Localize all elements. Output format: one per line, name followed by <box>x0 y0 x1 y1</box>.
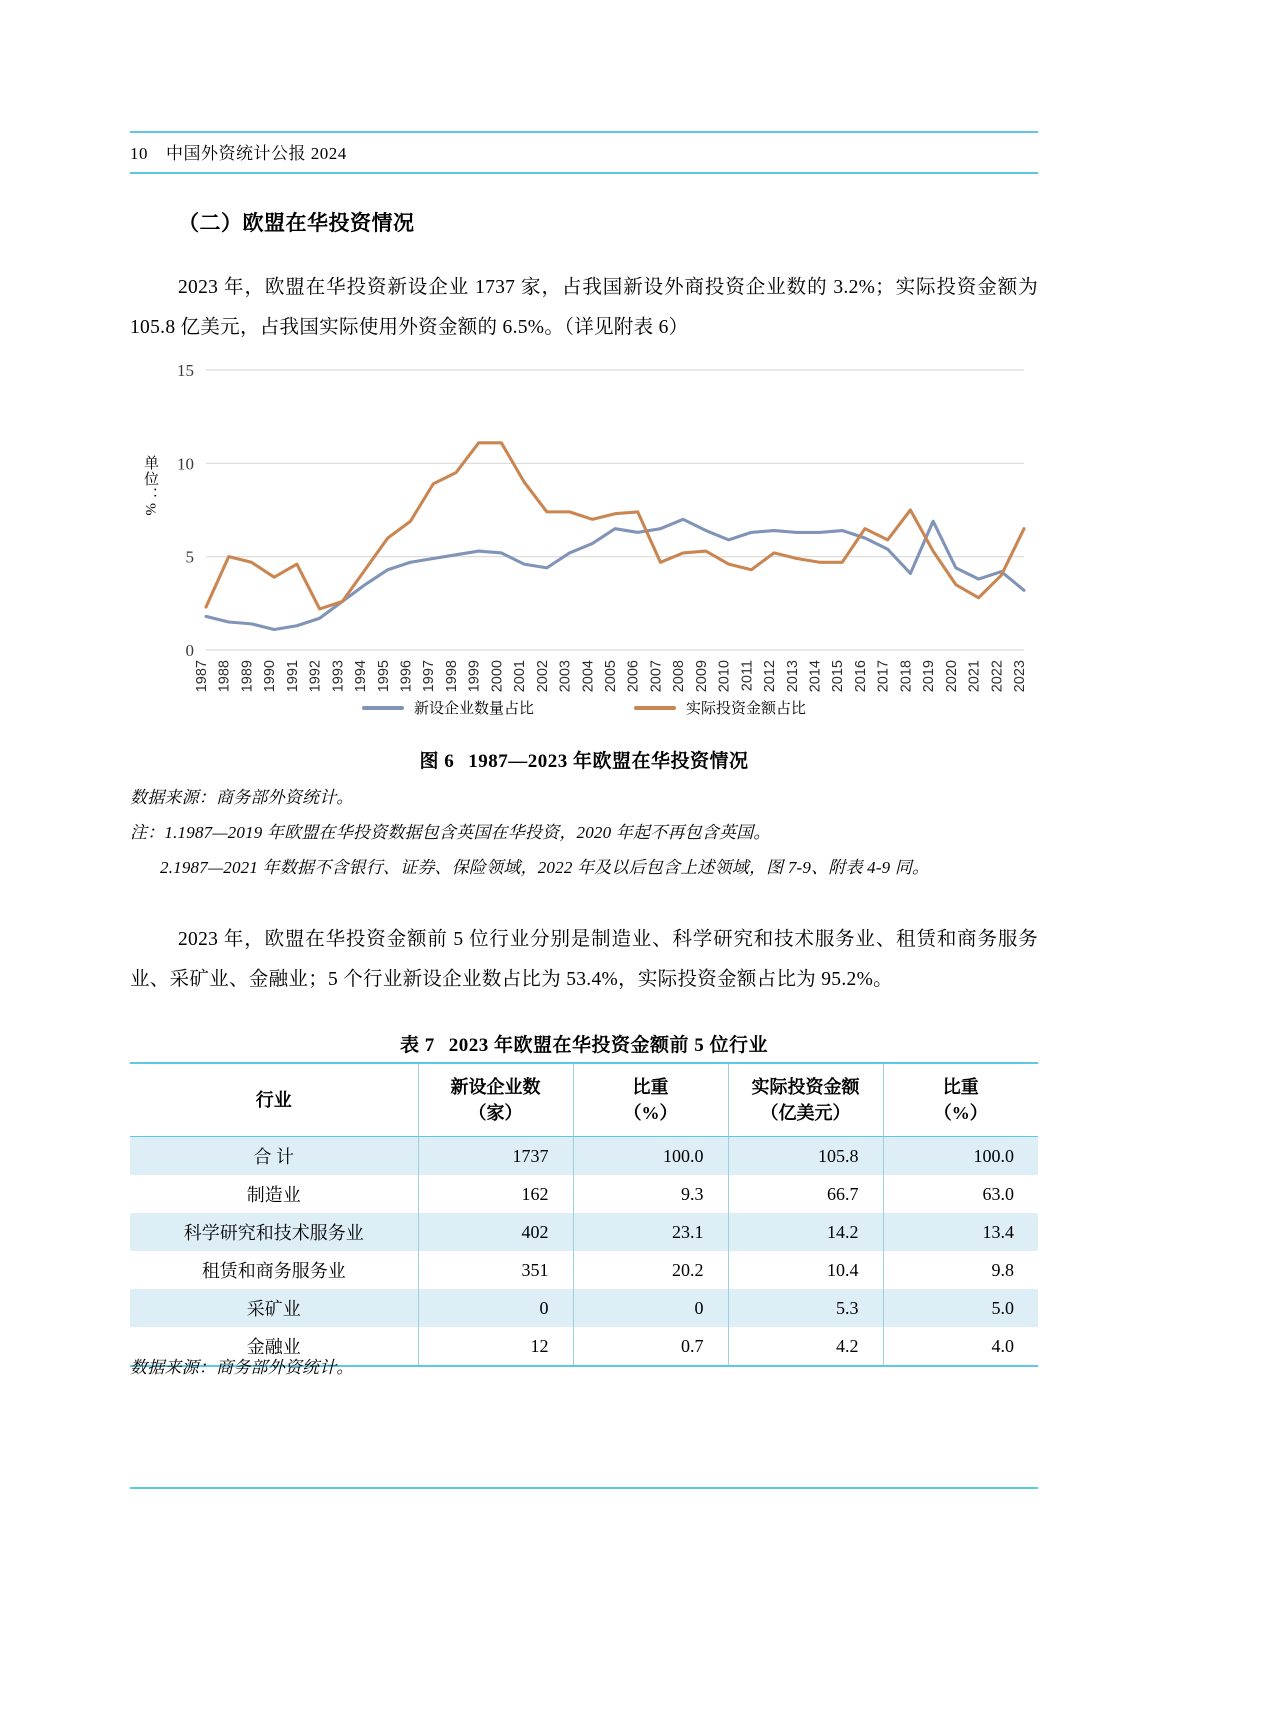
table-body <box>130 1137 1038 1367</box>
chart-xtick-label-1993: 1993 <box>330 660 347 693</box>
cell-enterprises-share: 0 <box>573 1289 728 1327</box>
chart-xtick-label-2007: 2007 <box>648 660 665 693</box>
page-header <box>130 139 347 164</box>
chart-legend <box>130 697 1038 718</box>
chart-xtick-label-2002: 2002 <box>534 660 551 693</box>
cell-enterprises: 351 <box>418 1251 573 1289</box>
document-title: 中国外资统计公报 2024 <box>166 144 347 163</box>
col-header-line1: 实际投资金额 <box>751 1077 860 1097</box>
table-col-header-3 <box>728 1063 883 1137</box>
table-title: 2023 年欧盟在华投资金额前 5 位行业 <box>448 1035 769 1056</box>
cell-amount-share: 63.0 <box>883 1175 1038 1213</box>
chart-xtick-label-2009: 2009 <box>693 660 710 693</box>
footer-rule <box>130 1487 1038 1489</box>
legend-item-actual-investment <box>634 697 806 718</box>
table-col-header-1 <box>418 1063 573 1137</box>
chart-xtick-label-2005: 2005 <box>603 660 619 693</box>
col-header-line1: 比重 <box>942 1077 979 1097</box>
cell-enterprises-share: 0.7 <box>573 1327 728 1366</box>
table-col-header-0 <box>130 1063 418 1137</box>
header-rule-top <box>130 131 1038 133</box>
table-source-note: 数据来源：商务部外资统计。 <box>130 1358 354 1377</box>
col-header-line1: 新设企业数 <box>450 1077 541 1097</box>
chart-xtick-label-1994: 1994 <box>353 660 370 693</box>
paragraph-eu-investment-summary: 2023 年，欧盟在华投资新设企业 1737 家，占我国新设外商投资企业数的 3.2%；实际投资金额为 105.8 亿美元，占我国实际使用外资金额的 6.5%。（详见附表 6） <box>130 277 1038 338</box>
cell-enterprises: 162 <box>418 1175 573 1213</box>
chart-xtick-label-2001: 2001 <box>512 660 529 693</box>
cell-enterprises-share: 9.3 <box>573 1175 728 1213</box>
figure-source-note: 数据来源：商务部外资统计。 <box>130 788 354 807</box>
chart-xtick-label-2000: 2000 <box>489 660 506 693</box>
page-number: 10 <box>130 144 148 163</box>
cell-enterprises-share: 100.0 <box>573 1137 728 1176</box>
cell-amount-share: 13.4 <box>883 1213 1038 1251</box>
cell-amount: 5.3 <box>728 1289 883 1327</box>
chart-xtick-label-2019: 2019 <box>921 660 938 693</box>
chart-xtick-label-1998: 1998 <box>443 660 460 693</box>
cell-amount: 105.8 <box>728 1137 883 1176</box>
chart-xtick-label-2017: 2017 <box>875 660 892 693</box>
figure-note-1: 注：1.1987—2019 年欧盟在华投资数据包含英国在华投资，2020 年起不再包含英国。 <box>130 823 771 842</box>
table-col-header-4 <box>883 1063 1038 1137</box>
cell-industry: 采矿业 <box>130 1289 418 1327</box>
chart-xtick-label-2018: 2018 <box>898 660 915 693</box>
chart-canvas <box>130 358 1038 738</box>
col-header-line2: （亿美元） <box>760 1103 851 1123</box>
chart-xtick-label-1990: 1990 <box>262 660 279 693</box>
chart-xtick-label-2004: 2004 <box>580 660 597 693</box>
col-header-line1: 行业 <box>255 1090 292 1110</box>
chart-xtick-label-2020: 2020 <box>943 660 960 693</box>
cell-industry: 金融业 <box>130 1327 418 1366</box>
chart-xtick-label-1997: 1997 <box>421 660 438 693</box>
chart-xtick-label-2006: 2006 <box>625 660 642 693</box>
header-rule-bottom <box>130 172 1038 174</box>
chart-ytick-label-0: 0 <box>185 641 194 660</box>
chart-xtick-label-1989: 1989 <box>239 660 256 693</box>
cell-amount: 10.4 <box>728 1251 883 1289</box>
chart-xtick-label-1987: 1987 <box>194 660 210 693</box>
cell-amount: 4.2 <box>728 1327 883 1366</box>
cell-enterprises: 402 <box>418 1213 573 1251</box>
legend-item-new-enterprises <box>362 697 534 718</box>
chart-ytick-label-10: 10 <box>177 454 194 474</box>
chart-y-axis-unit-label: 单位：% <box>142 455 158 517</box>
table-col-header-2 <box>573 1063 728 1137</box>
cell-enterprises-share: 23.1 <box>573 1213 728 1251</box>
chart-xtick-label-2013: 2013 <box>784 660 801 693</box>
chart-xtick-label-2012: 2012 <box>762 660 779 693</box>
chart-xtick-label-2011: 2011 <box>739 660 756 692</box>
chart-xtick-label-2015: 2015 <box>830 660 847 693</box>
cell-enterprises: 1737 <box>418 1137 573 1176</box>
legend-label-new-enterprises: 新设企业数量占比 <box>413 700 534 717</box>
col-header-line1: 比重 <box>632 1077 669 1097</box>
col-header-line2: （%） <box>933 1103 988 1123</box>
figure-title: 1987—2023 年欧盟在华投资情况 <box>468 751 749 772</box>
cell-amount: 14.2 <box>728 1213 883 1251</box>
cell-amount-share: 5.0 <box>883 1289 1038 1327</box>
legend-swatch-new-enterprises <box>362 706 404 710</box>
figure-6-line-chart <box>130 358 1038 738</box>
chart-xtick-label-2008: 2008 <box>671 660 688 693</box>
chart-ytick-label-15: 15 <box>177 361 194 380</box>
table-header <box>130 1063 1038 1137</box>
chart-xtick-label-2003: 2003 <box>557 660 574 693</box>
chart-xtick-label-1988: 1988 <box>216 660 233 693</box>
chart-xtick-label-2022: 2022 <box>989 660 1006 693</box>
table-caption <box>130 1030 1038 1057</box>
section-heading: （二）欧盟在华投资情况 <box>178 211 415 235</box>
chart-ytick-label-5: 5 <box>185 547 194 567</box>
cell-enterprises: 12 <box>418 1327 573 1366</box>
chart-xtick-label-2016: 2016 <box>852 660 869 693</box>
chart-series-line-1 <box>206 443 1024 609</box>
chart-xtick-label-1996: 1996 <box>398 660 415 693</box>
chart-xtick-label-1999: 1999 <box>466 660 483 693</box>
paragraph-top5-industries: 2023 年，欧盟在华投资金额前 5 位行业分别是制造业、科学研究和技术服务业、租赁和商务服务业、采矿业、金融业；5 个行业新设企业数占比为 53.4%，实际投资金额占比为 95.2%。 <box>130 929 1038 990</box>
cell-amount: 66.7 <box>728 1175 883 1213</box>
chart-xtick-label-2014: 2014 <box>807 660 824 693</box>
cell-amount-share: 4.0 <box>883 1327 1038 1366</box>
cell-enterprises-share: 20.2 <box>573 1251 728 1289</box>
legend-label-actual-investment: 实际投资金额占比 <box>686 700 807 717</box>
cell-industry: 制造业 <box>130 1175 418 1213</box>
chart-xtick-label-1995: 1995 <box>375 660 392 693</box>
chart-xtick-label-1991: 1991 <box>284 660 301 693</box>
cell-amount-share: 100.0 <box>883 1137 1038 1176</box>
top5-industries-table <box>130 1062 1038 1367</box>
col-header-line2: （%） <box>623 1103 678 1123</box>
figure-note-2: 2.1987—2021 年数据不含银行、证券、保险领域，2022 年及以后包含上述领域，图 7-9、附表 4-9 同。 <box>160 858 930 877</box>
cell-industry: 合 计 <box>130 1137 418 1176</box>
cell-enterprises: 0 <box>418 1289 573 1327</box>
figure-label: 图 6 <box>419 751 455 772</box>
chart-series-line-0 <box>206 519 1024 629</box>
cell-amount-share: 9.8 <box>883 1251 1038 1289</box>
chart-xtick-label-2010: 2010 <box>716 660 733 693</box>
legend-swatch-actual-investment <box>634 706 676 710</box>
chart-xtick-label-2023: 2023 <box>1012 660 1028 693</box>
figure-caption <box>130 746 1038 773</box>
cell-industry: 租赁和商务服务业 <box>130 1251 418 1289</box>
table-row <box>130 1251 1038 1289</box>
chart-xtick-label-2021: 2021 <box>966 660 983 693</box>
table-header-row <box>130 1063 1038 1137</box>
table-row <box>130 1175 1038 1213</box>
table-row <box>130 1289 1038 1327</box>
col-header-line2: （家） <box>468 1103 523 1123</box>
chart-xtick-label-1992: 1992 <box>307 660 324 693</box>
table-row <box>130 1137 1038 1176</box>
table-row <box>130 1213 1038 1251</box>
table-label: 表 7 <box>399 1035 435 1056</box>
cell-industry: 科学研究和技术服务业 <box>130 1213 418 1251</box>
